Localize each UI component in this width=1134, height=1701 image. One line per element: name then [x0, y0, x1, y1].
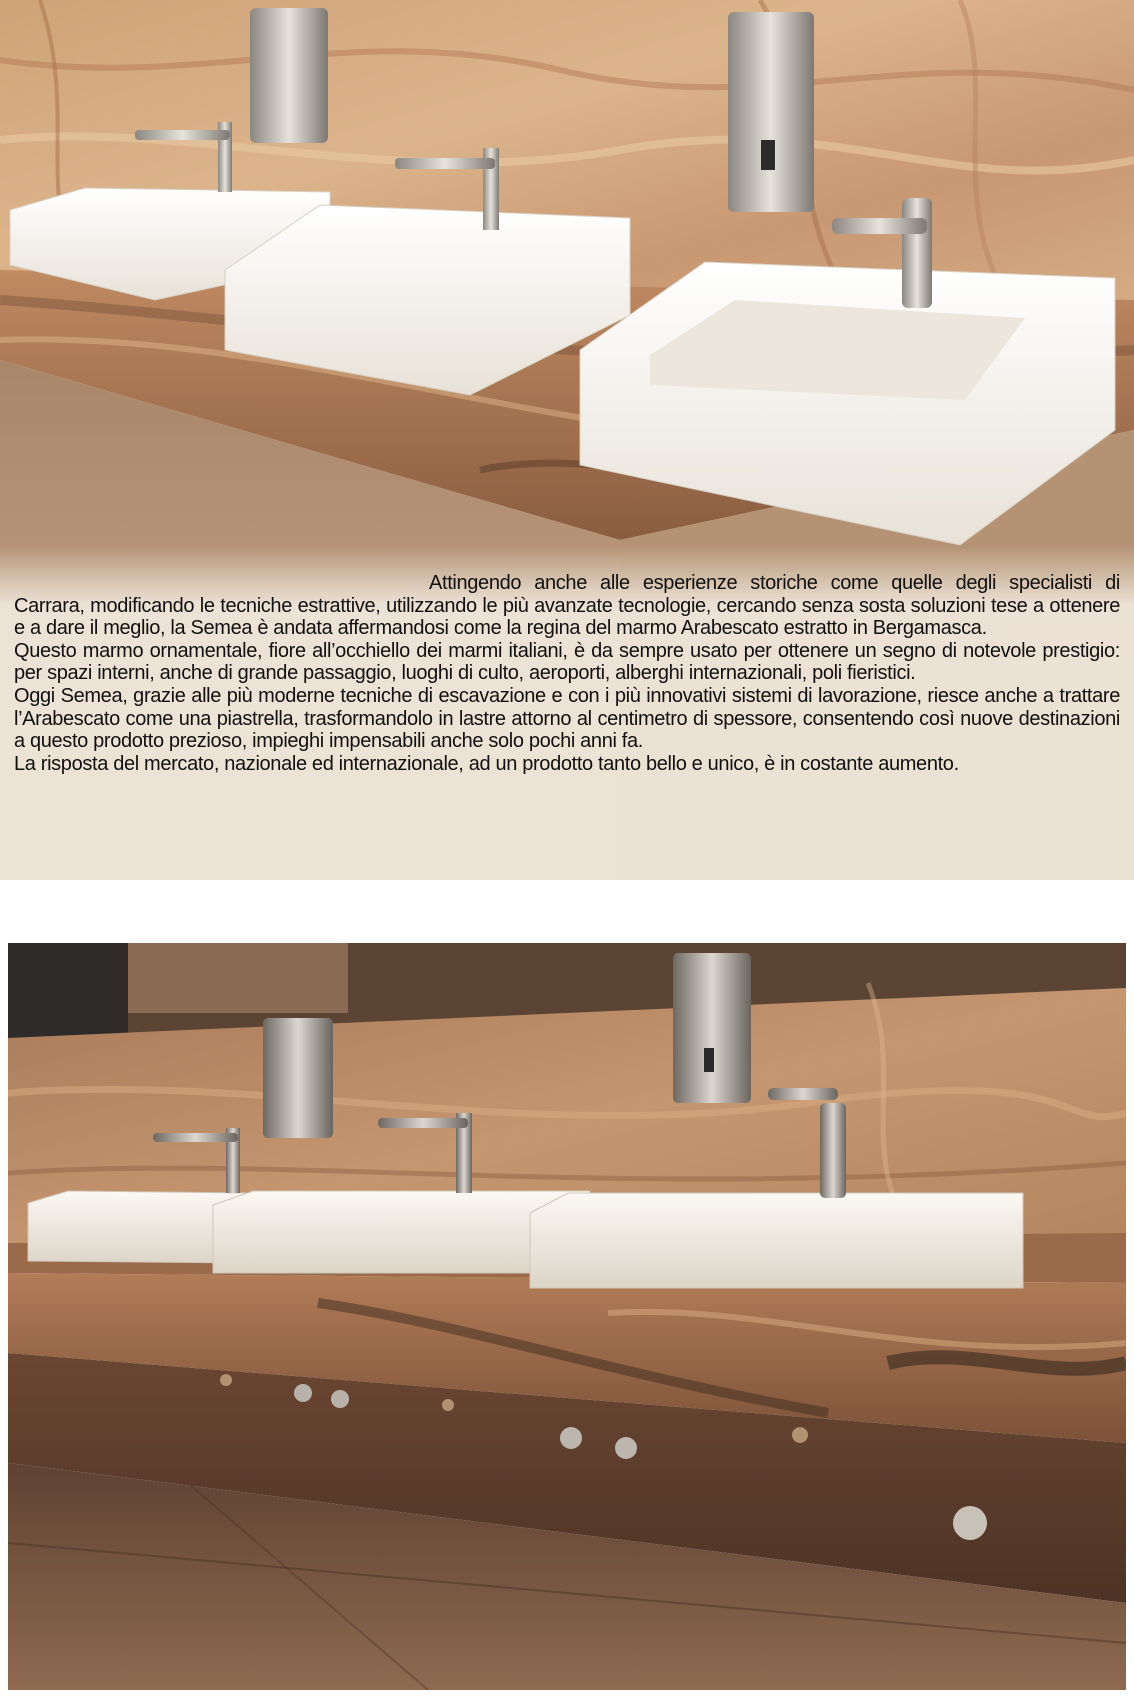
paragraph-4: La risposta del mercato, nazionale ed internazionale, ad un prodotto tanto bello e unico, è in costante aumento. — [14, 752, 959, 775]
body-text — [14, 572, 1120, 775]
paragraph-3: Oggi Semea, grazie alle più moderne tecniche di escavazione e con i più innovativi sistemi di lavorazione, riesce anche a trattare l’Arabescato come una piastrella, trasformandolo in lastre attorno al centimetro di spessore, consentendo così nuove destinazioni a questo prodotto prezioso, impieghi impensabili anche solo pochi anni fa. — [14, 684, 1120, 753]
paragraph-1: Attingendo anche alle esperienze storiche come quelle degli specialisti di Carrara, modificando le tecniche estrattive, utilizzando le più avanzate tecnologie, cercando senza sosta soluzioni tese a ottenere e a dare il meglio, la Semea è andata affermandosi come la regina del marmo Arabescato estratto in Bergamasca. — [14, 572, 1120, 640]
bottom-washbasin-photo — [8, 943, 1126, 1690]
washbasin-photo-icon — [8, 943, 1126, 1690]
paragraph-2: Questo marmo ornamentale, fiore all’occhiello dei marmi italiani, è da sempre usato per ottenere un segno di notevole prestigio: per spazi interni, anche di grande passaggio, luoghi di culto, aeroporti, alberghi internazionali, poli fieristici. — [14, 639, 1120, 685]
